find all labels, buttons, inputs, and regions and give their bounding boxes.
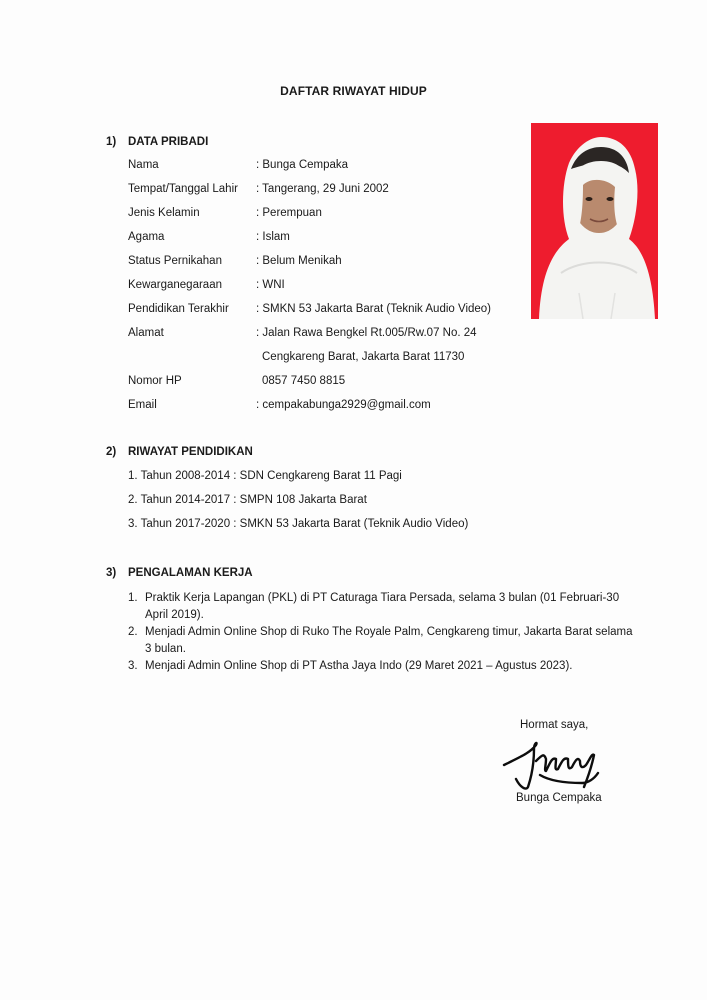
item-text: Praktik Kerja Lapangan (PKL) di PT Caturaga Tiara Persada, selama 3 bulan (01 Februari-30 April 2019). xyxy=(145,592,620,621)
field-label: Jenis Kelamin xyxy=(128,207,200,219)
section-title: RIWAYAT PENDIDIKAN xyxy=(128,446,253,458)
field-label: Alamat xyxy=(128,327,164,339)
field-label: Kewarganegaraan xyxy=(128,279,222,291)
education-item: 2. Tahun 2014-2017 : SMPN 108 Jakarta Barat xyxy=(128,494,367,506)
signer-name: Bunga Cempaka xyxy=(516,792,602,804)
field-label: Tempat/Tanggal Lahir xyxy=(128,183,238,195)
section-number: 3) xyxy=(106,567,117,579)
field-label: Agama xyxy=(128,231,165,243)
experience-item xyxy=(128,658,638,675)
item-text: Menjadi Admin Online Shop di PT Astha Jaya Indo (29 Maret 2021 – Agustus 2023). xyxy=(145,660,573,672)
field-value: : Belum Menikah xyxy=(256,255,342,267)
field-value: : WNI xyxy=(256,279,285,291)
handwritten-signature xyxy=(500,731,604,791)
portrait-illustration xyxy=(531,123,658,319)
experience-item xyxy=(128,590,638,623)
item-number: 3. xyxy=(128,660,138,672)
section-title: DATA PRIBADI xyxy=(128,136,209,148)
section-heading-education xyxy=(106,446,253,458)
experience-item xyxy=(128,624,638,657)
field-label: Nomor HP xyxy=(128,375,182,387)
section-heading-personal xyxy=(106,136,208,148)
field-label: Status Pernikahan xyxy=(128,255,222,267)
field-value: : cempakabunga2929@gmail.com xyxy=(256,399,431,411)
field-value: : Perempuan xyxy=(256,207,322,219)
field-value: : Bunga Cempaka xyxy=(256,159,349,171)
field-value: : Islam xyxy=(256,231,290,243)
field-label: Email xyxy=(128,399,157,411)
profile-photo xyxy=(531,123,658,319)
item-text: Menjadi Admin Online Shop di Ruko The Royale Palm, Cengkareng timur, Jakarta Barat selama 3 bulan. xyxy=(145,626,633,655)
section-title: PENGALAMAN KERJA xyxy=(128,567,253,579)
field-label: Nama xyxy=(128,159,159,171)
education-item: 1. Tahun 2008-2014 : SDN Cengkareng Barat 11 Pagi xyxy=(128,470,402,482)
field-value: Cengkareng Barat, Jakarta Barat 11730 xyxy=(262,351,465,363)
section-number: 2) xyxy=(106,446,117,458)
document-title: DAFTAR RIWAYAT HIDUP xyxy=(280,84,427,98)
section-number: 1) xyxy=(106,136,117,148)
field-value: 0857 7450 8815 xyxy=(262,375,346,387)
field-value: : SMKN 53 Jakarta Barat (Teknik Audio Video) xyxy=(256,303,492,315)
field-value: : Tangerang, 29 Juni 2002 xyxy=(256,183,389,195)
section-heading-experience xyxy=(106,567,253,579)
closing-salutation: Hormat saya, xyxy=(520,719,589,731)
education-item: 3. Tahun 2017-2020 : SMKN 53 Jakarta Barat (Teknik Audio Video) xyxy=(128,518,469,530)
item-number: 1. xyxy=(128,592,138,604)
item-number: 2. xyxy=(128,626,138,638)
field-value: : Jalan Rawa Bengkel Rt.005/Rw.07 No. 24 xyxy=(256,327,477,339)
field-label: Pendidikan Terakhir xyxy=(128,303,229,315)
